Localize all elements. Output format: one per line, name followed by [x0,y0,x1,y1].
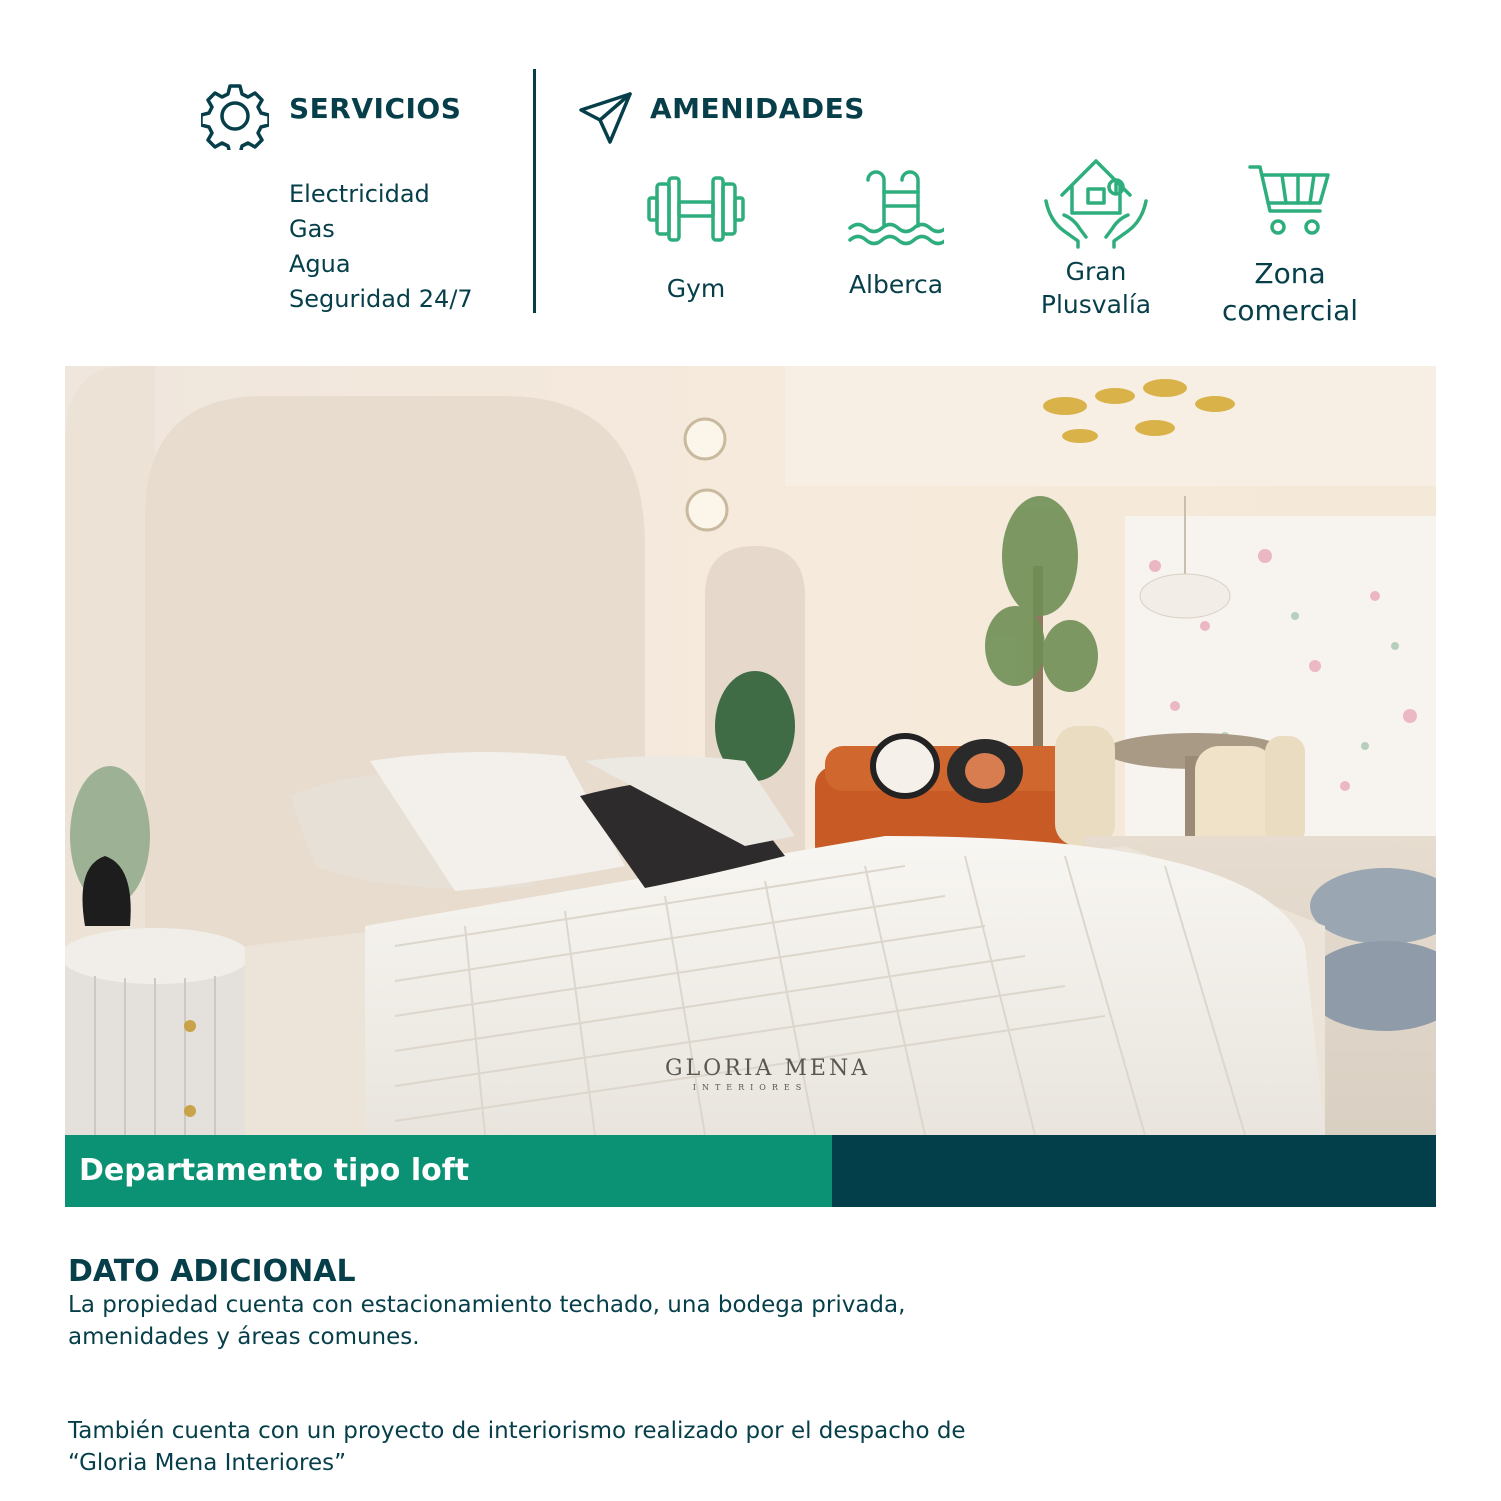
gloria-mena-logo [665,1056,871,1092]
pool-ladder-icon [848,168,944,248]
amenity-label-pool: Alberca [848,270,944,299]
section-divider [533,69,536,313]
logo-sub-text: INTERIORES [692,1083,808,1092]
amenity-gym [636,172,756,306]
services-title: SERVICIOS [289,92,462,125]
amenity-label-commercial-zone [1210,255,1370,329]
property-type-label: Departamento tipo loft [79,1153,470,1188]
extra-info-paragraph-1: La propiedad cuenta con estacionamiento techado, una bodega privada, amenidades y áreas comunes. [68,1292,906,1350]
amenity-label-gym: Gym [666,274,726,303]
paper-plane-icon [578,90,634,146]
amenity-label-commercial-line1: Zona [1254,257,1326,290]
amenity-label-appreciation-line1: Gran [1065,257,1127,286]
amenity-label-commercial-line2: comercial [1221,294,1359,327]
banner-accent [832,1135,1436,1207]
amenity-appreciation [1036,157,1156,321]
shopping-cart-icon [1248,163,1332,237]
amenity-pool [836,168,956,302]
amenity-label-appreciation [1036,255,1156,321]
house-hands-icon [1044,157,1148,249]
logo-main-text: GLORIA MENA [665,1056,871,1081]
amenities-title: AMENIDADES [650,92,865,125]
service-item-water: Agua [289,250,351,278]
services-list [289,177,473,317]
dumbbell-icon [646,172,746,248]
service-item-gas: Gas [289,215,335,243]
amenity-label-appreciation-line2: Plusvalía [1040,290,1152,319]
service-item-electricity: Electricidad [289,180,430,208]
extra-info-title: DATO ADICIONAL [68,1254,356,1289]
property-type-banner [65,1135,832,1207]
bedroom-photo [65,366,1436,1135]
gear-icon [201,82,269,150]
service-item-security: Seguridad 24/7 [289,285,473,313]
extra-info-paragraph-2: También cuenta con un proyecto de interiorismo realizado por el despacho de “Gloria Mena Interiores” [68,1418,966,1476]
amenity-commercial-zone [1210,163,1370,329]
